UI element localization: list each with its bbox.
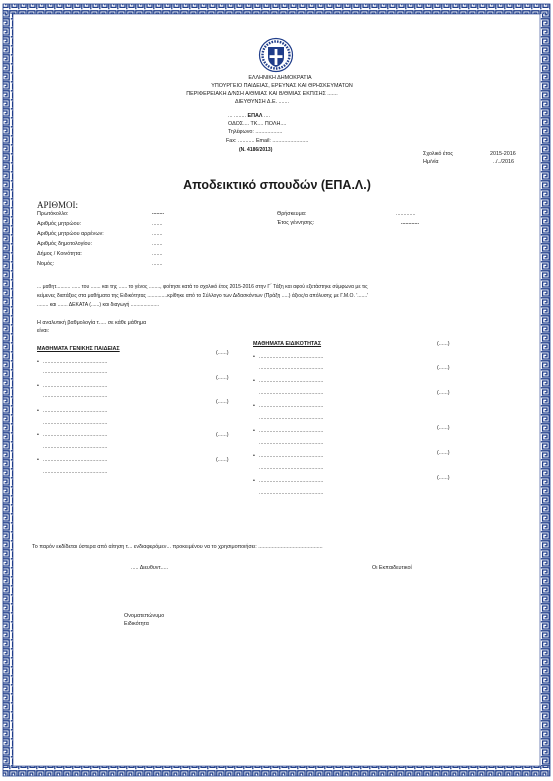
header-directorate: ΔΙΕΥΘΥΝΣΗ Δ.Ε. ....... [234,99,290,105]
grades-intro-line-2: είναι: [37,328,50,334]
header-fax-email: Fax: ........... Email: ........................ [226,138,309,144]
specialty-score-2: (......) [437,365,450,371]
specialty-subject-4: ........................................... [259,428,324,434]
teachers-signature: Οι Εκπαιδευτικοί [372,565,412,571]
school-year-value: 2015-2016 [490,151,516,157]
specialty-subject-2: ........................................... [259,378,324,384]
municipal-registry-label: Αριθμός δημοτολογίου: [37,241,92,247]
issued-statement: Το παρόν εκδίδεται ύστερα από αίτηση τ... ενδιαφερόμεν... προκειμένου να το χρησιμοποιήσει: ........................................... [32,544,323,550]
registry-number-dots: ....... [152,221,163,227]
specialty-subject-1: ........................................... [259,354,324,360]
paragraph-line-2: κείμενες διατάξεις στα μαθήματα της Ειδικότητας ..............κρίθηκε από το Σύλλογο των Διδασκόντων (Πράξη .....) άξιος/α απόλυσης με Γ.Μ.Ο. '.......' [37,293,369,299]
general-subject-5-line-2: ........................................... [43,469,108,475]
specialty-score-6: (......) [437,475,450,481]
specialty-bullet-1: • [253,354,255,360]
paragraph-line-1: ... μαθητ.......... ...... του ....... και της ...... το γένος ........, φοίτησε κατά το σχολικό έτος 2015-2016 στην Γ΄ Τάξη και αφού εξετάστηκε σύμφωνα με τις [37,284,368,290]
general-bullet-2: • [37,383,39,389]
date-label: Ημ/νία [423,159,439,165]
specialty-subjects-heading: ΜΑΘΗΜΑΤΑ ΕΙΔΙΚΟΤΗΤΑΣ [253,341,322,347]
municipal-registry-dots: ....... [152,241,163,247]
specialty-bullet-2: • [253,378,255,384]
header-street: ΟΔΟΣ.... ΤΚ.... ΠΟΛΗ.... [228,121,287,127]
school-year-label: Σχολικό έτος [423,151,453,157]
full-name-label: Ονοματεπώνυμο [124,613,165,619]
general-subject-3: ........................................... [43,408,108,414]
birth-year-dots: ............ [401,220,419,226]
general-score-1: (......) [216,350,229,356]
general-subject-1-line-2: ........................................... [43,369,108,375]
registry-number-label: Αριθμός μητρώου: [37,221,82,227]
general-subjects-heading: ΜΑΘΗΜΑΤΑ ΓΕΝΙΚΗΣ ΠΑΙΔΕΙΑΣ [37,346,120,352]
specialty-bullet-5: • [253,453,255,459]
general-bullet-5: • [37,457,39,463]
specialty-score-4: (......) [437,425,450,431]
general-subject-5: ........................................... [43,457,108,463]
header-school [228,114,270,119]
general-bullet-4: • [37,432,39,438]
specialty-subject-3: ........................................... [259,403,324,409]
numbers-heading: ΑΡΙΘΜΟΙ: [37,200,79,210]
paragraph-line-3: ........ και ....... ΔΕΚΑΤΑ (......) και διαγωγή .................... [37,302,160,308]
date-value: ../../2016 [493,159,514,165]
specialty-score-3: (......) [437,390,450,396]
header-school-prefix: ... ........ [228,113,246,119]
general-bullet-3: • [37,408,39,414]
header-law-reference: (Ν. 4186/2013) [239,147,273,153]
grades-intro-line-1: Η αναλυτική βαθμολογία τ..... σε κάθε μάθημα [37,320,147,326]
specialty-subject-3-line-2: ........................................... [259,415,324,421]
document-title: Αποδεικτικό σπουδών (ΕΠΑ.Λ.) [183,178,371,192]
specialty-bullet-4: • [253,428,255,434]
general-score-2: (......) [216,375,229,381]
protocol-label: Πρωτόκολλο: [37,211,69,217]
religion-dots: ............. [396,211,416,217]
specialty-score-1: (......) [437,341,450,347]
specialty-subject-6-line-2: ........................................... [259,490,324,496]
general-score-5: (......) [216,457,229,463]
header-school-suffix: .... [263,113,270,119]
specialty-score-5: (......) [437,450,450,456]
specialty-subject-5-line-2: ........................................... [259,465,324,471]
religion-label: Θρήσκευμα: [277,211,307,217]
municipality-label: Δήμος / Κοινότητα: [37,251,82,257]
header-regional-directorate: ΠΕΡΙΦΕΡΕΙΑΚΗ Δ/ΝΣΗ Α/ΘΜΙΑΣ ΚΑΙ Β/ΘΜΙΑΣ ΕΚΠ/ΣΗΣ ....... [186,91,338,97]
specialty-subject-4-line-2: ........................................... [259,440,324,446]
specialty-subject-5: ........................................... [259,453,324,459]
specialty-subject-6: ........................................... [259,478,324,484]
greek-coat-of-arms-icon [258,37,294,73]
general-score-3: (......) [216,399,229,405]
male-registry-dots: ....... [152,231,163,237]
birth-year-label: Έτος γέννησης: [277,220,315,226]
specialty-label: Ειδικότητα [124,621,149,627]
general-score-4: (......) [216,432,229,438]
prefecture-label: Νομός: [37,261,55,267]
prefecture-dots: ....... [152,261,163,267]
protocol-dots: ........ [152,210,164,216]
specialty-subject-2-line-2: ........................................... [259,390,324,396]
specialty-subject-1-line-2: ........................................... [259,365,324,371]
general-subject-4-line-2: ........................................... [43,444,108,450]
general-subject-1: ........................................... [43,359,108,365]
director-signature: ..... Διευθυντ..... [131,565,169,571]
specialty-bullet-6: • [253,478,255,484]
header-school-type: ΕΠΑΛ [247,113,263,119]
municipality-dots: ....... [152,251,163,257]
general-subject-3-line-2: ........................................... [43,420,108,426]
general-bullet-1: • [37,359,39,365]
header-phone: Τηλέφωνο: .................. [228,129,283,135]
male-registry-label: Αριθμός μητρώου αρρένων: [37,231,104,237]
specialty-bullet-3: • [253,403,255,409]
header-ministry: ΥΠΟΥΡΓΕΙΟ ΠΑΙΔΕΙΑΣ, ΕΡΕΥΝΑΣ ΚΑΙ ΘΡΗΣΚΕΥΜΑΤΩΝ [211,83,353,89]
general-subject-2: ........................................... [43,383,108,389]
general-subject-2-line-2: ........................................... [43,393,108,399]
header-republic: ΕΛΛΗΝΙΚΗ ΔΗΜΟΚΡΑΤΙΑ [248,75,312,81]
general-subject-4: ........................................... [43,432,108,438]
